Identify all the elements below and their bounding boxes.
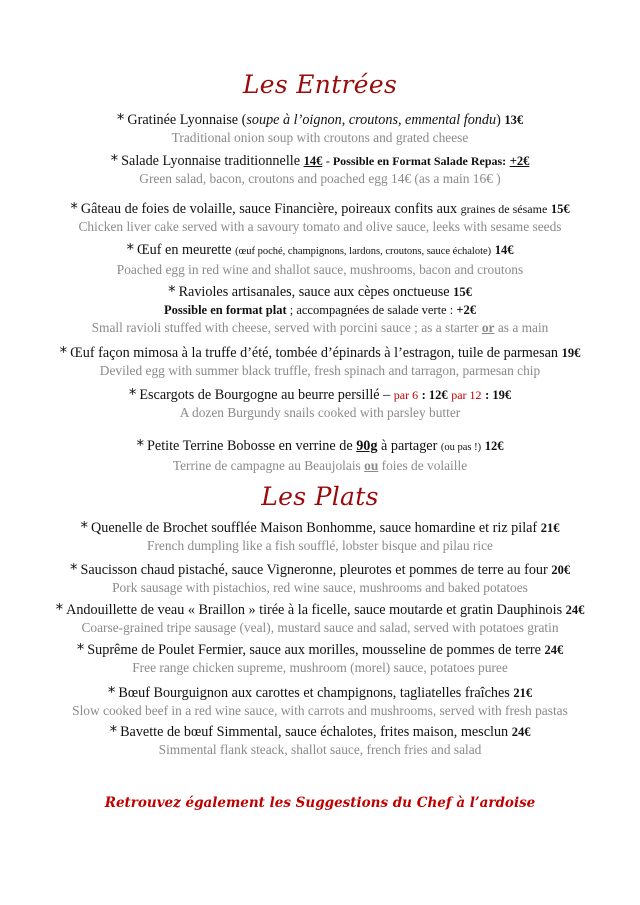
item-price: 12€ [484, 439, 504, 453]
item-name-end: à partager [381, 438, 438, 454]
item-description: Simmental flank steack, shallot sauce, french fries and salad [158, 742, 482, 757]
menu-item [0, 600, 640, 637]
item-price: 24€ [565, 603, 585, 617]
item-name-line [0, 385, 640, 404]
menu-item [0, 560, 640, 597]
item-name-line [0, 600, 640, 619]
item-name: Salade Lyonnaise traditionnelle [121, 153, 301, 169]
item-name-line [0, 683, 640, 702]
item-description: A dozen Burgundy snails cooked with parsley butter [179, 405, 461, 420]
asterisk-bullet-icon: * [69, 560, 78, 578]
menu-item [0, 722, 640, 759]
item-name: Œuf en meurette [137, 242, 232, 258]
item-price: : 19€ [485, 388, 512, 402]
asterisk-bullet-icon: * [107, 683, 116, 701]
menu-item [0, 110, 640, 147]
item-description: Green salad, bacon, croutons and poached egg 14€ (as a main 16€ ) [139, 171, 501, 186]
asterisk-bullet-icon: * [110, 151, 119, 169]
asterisk-bullet-icon: * [128, 385, 137, 403]
item-name-small: (œuf poché, champignons, lardons, croutons, sauce échalote) [235, 246, 492, 257]
menu-item [0, 240, 640, 279]
item-name-line [0, 282, 640, 301]
item-name-end: ) [496, 112, 501, 128]
section-title-entrees: Les Entrées [242, 70, 398, 99]
item-sub-price: +2€ [456, 303, 476, 317]
item-sub-bold: Possible en format plat [164, 303, 287, 317]
section-title-plats: Les Plats [261, 482, 379, 511]
asterisk-bullet-icon: * [109, 722, 118, 740]
item-name: Gratinée Lyonnaise ( [127, 112, 247, 128]
item-name-line [0, 560, 640, 579]
asterisk-bullet-icon: * [55, 600, 64, 618]
menu-item [0, 640, 640, 677]
menu-item [0, 436, 640, 475]
item-price: 15€ [453, 285, 472, 299]
item-price: 24€ [544, 643, 564, 657]
asterisk-bullet-icon: * [126, 240, 135, 258]
menu-item [0, 683, 640, 720]
item-name: Quenelle de Brochet soufflée Maison Bonhomme, sauce homardine et riz pilaf [91, 520, 538, 536]
item-weight: 90g [356, 438, 378, 454]
item-name: Œuf façon mimosa à la truffe d’été, tombée d’épinards à l’estragon, tuile de parmesan [70, 345, 559, 361]
item-description: Poached egg in red wine and shallot sauce, mushrooms, bacon and croutons [116, 262, 524, 277]
item-name: Andouillette de veau « Braillon » tirée à la ficelle, sauce moutarde et gratin Dauphinois [66, 602, 563, 618]
item-price: 13€ [504, 113, 524, 127]
item-price: 19€ [561, 346, 581, 360]
item-name-line [0, 722, 640, 741]
item-description: Slow cooked beef in a red wine sauce, with carrots and mushrooms, served with fresh pastas [72, 703, 568, 718]
menu-item [0, 282, 640, 337]
menu-item [0, 343, 640, 380]
asterisk-bullet-icon: * [59, 343, 68, 361]
item-name-small: (ou pas !) [440, 442, 482, 453]
asterisk-bullet-icon: * [76, 640, 85, 658]
asterisk-bullet-icon: * [116, 110, 125, 128]
item-description: Coarse-grained tripe sausage (veal), mustard sauce and salad, served with potatoes gratin [81, 620, 559, 635]
item-name-small: graines de sésame [460, 202, 548, 216]
menu-item [0, 385, 640, 422]
item-description [0, 319, 640, 337]
item-name-line [0, 436, 640, 457]
item-name: Petite Terrine Bobosse en verrine de [147, 438, 353, 454]
item-qty: par 6 [393, 388, 419, 402]
item-price: 14€ [303, 154, 323, 168]
asterisk-bullet-icon: * [168, 282, 176, 300]
item-name: Bavette de bœuf Simmental, sauce échalotes, frites maison, mesclun [120, 724, 509, 740]
item-price: 21€ [540, 521, 560, 535]
item-name-line [0, 110, 640, 129]
item-name-line [0, 199, 640, 218]
item-description: Pork sausage with pistachios, red wine sauce, mushrooms and baked potatoes [112, 580, 528, 595]
item-name-line [0, 640, 640, 659]
item-description: Deviled egg with summer black truffle, fresh spinach and tarragon, parmesan chip [99, 363, 541, 378]
item-price: 21€ [513, 686, 533, 700]
menu-item [0, 199, 640, 236]
item-name-line [0, 240, 640, 261]
item-name: Ravioles artisanales, sauce aux cèpes onctueuse [178, 284, 450, 300]
item-description: Free range chicken supreme, mushroom (morel) sauce, potatoes puree [132, 660, 508, 675]
item-name-line [0, 518, 640, 537]
item-description: French dumpling like a fish soufflé, lobster bisque and pilau rice [147, 538, 493, 553]
item-name: Bœuf Bourguignon aux carottes et champignons, tagliatelles fraîches [118, 685, 510, 701]
chef-suggestions-note: Retrouvez également les Suggestions du Chef à l’ardoise [104, 795, 536, 811]
desc-part: foies de volaille [381, 458, 468, 473]
item-option: - Possible en Format Salade Repas: [325, 154, 507, 168]
item-option-price: +2€ [509, 154, 530, 168]
item-name: Escargots de Bourgogne au beurre persillé – [139, 387, 391, 403]
item-sub-line [0, 301, 640, 319]
item-qty: par 12 [451, 388, 482, 402]
item-description: Traditional onion soup with croutons and grated cheese [171, 130, 469, 145]
desc-part: Terrine de campagne au Beaujolais [172, 458, 361, 473]
item-name-line [0, 151, 640, 170]
asterisk-bullet-icon: * [70, 199, 78, 217]
item-sub-text: ; accompagnées de salade verte : [289, 303, 454, 317]
menu-item [0, 151, 640, 188]
desc-part: as a main [497, 320, 549, 335]
item-price: 14€ [494, 243, 514, 257]
asterisk-bullet-icon: * [136, 436, 145, 454]
item-description: Chicken liver cake served with a savoury tomato and olive sauce, leeks with sesame seeds [78, 219, 562, 234]
item-price: 20€ [551, 563, 571, 577]
desc-part: Small ravioli stuffed with cheese, served with porcini sauce ; as a starter [91, 320, 479, 335]
asterisk-bullet-icon: * [80, 518, 89, 536]
item-price: 24€ [511, 725, 531, 739]
item-name-line [0, 343, 640, 362]
item-name: Saucisson chaud pistaché, sauce Vigneronne, pleurotes et pommes de terre au four [80, 562, 548, 578]
desc-or: or [481, 320, 495, 335]
desc-or: ou [364, 458, 379, 473]
item-price: 15€ [550, 202, 570, 216]
item-price: : 12€ [421, 388, 448, 402]
item-name: Suprême de Poulet Fermier, sauce aux morilles, mousseline de pommes de terre [87, 642, 541, 658]
item-name: Gâteau de foies de volaille, sauce Financière, poireaux confits aux [80, 201, 458, 217]
item-description [0, 457, 640, 475]
item-name-italic: soupe à l’oignon, croutons, emmental fondu [246, 112, 497, 128]
menu-item [0, 518, 640, 555]
